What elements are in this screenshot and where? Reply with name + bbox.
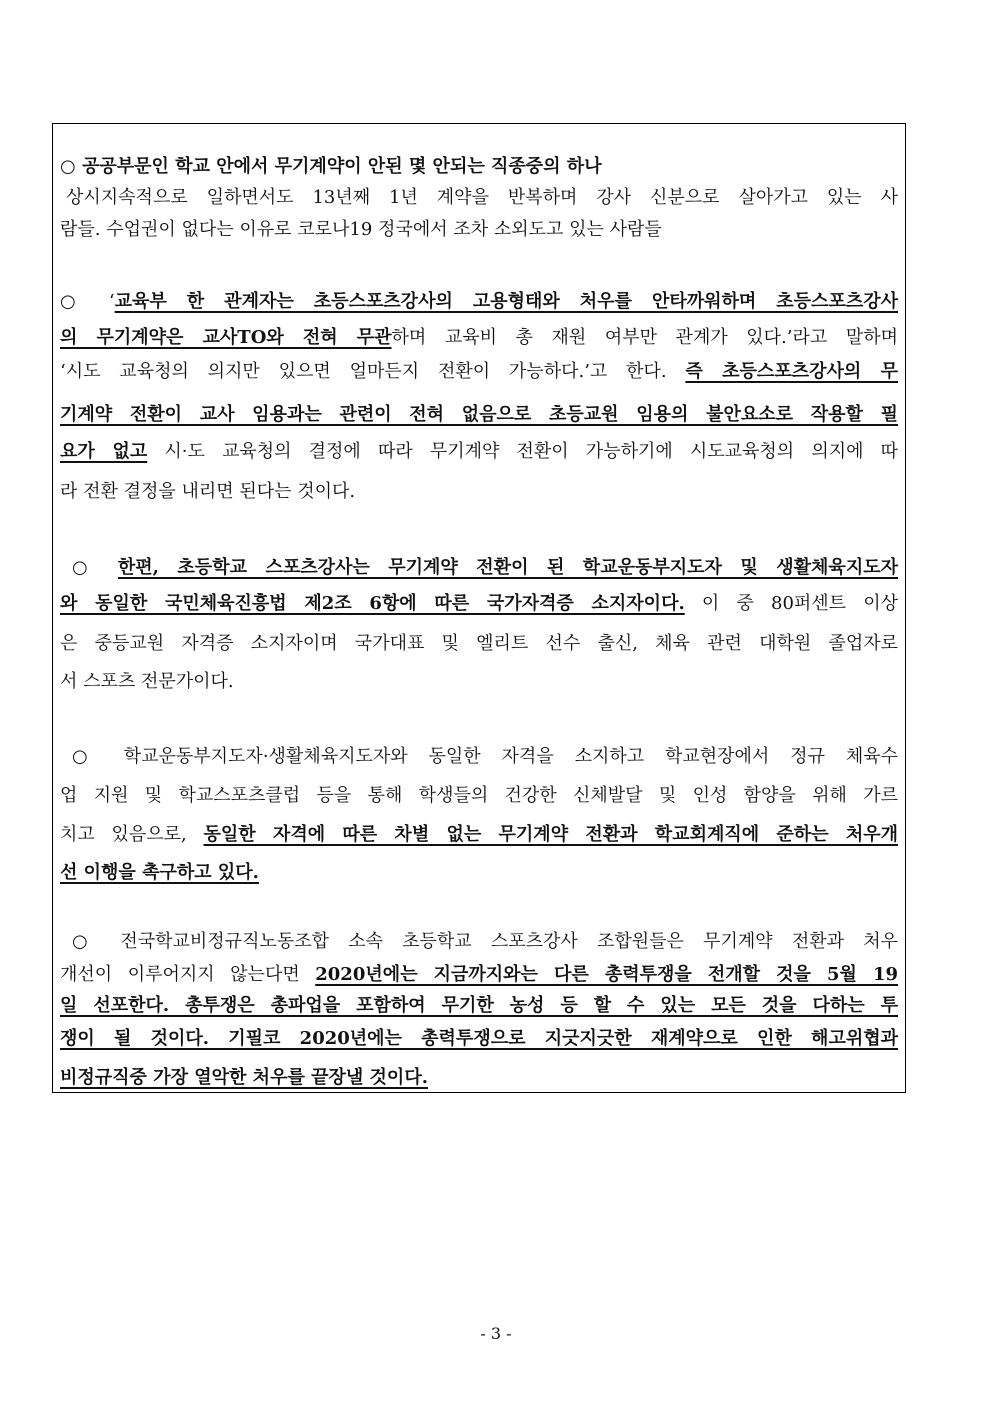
body-text: ○ 학교운동부지도자·생활체육지도자와 동일한 자격을 소지하고 학교현장에서 정규 체육수 [72,746,898,767]
paragraph-2-line [60,481,898,503]
body-text: 이 중 80퍼센트 이상 [684,593,898,614]
body-text: ○ 전국학교비정규직노동조합 소속 초등학교 스포츠강사 조합원들은 무기계약 전환과 처우 [72,931,898,952]
body-text: 업 지원 및 학교스포츠클럽 등을 통해 학생들의 건강한 신체발달 및 인성 함양을 위해 가르 [60,785,898,806]
emphasized-text: 교육부 한 관계자는 초등스포츠강사의 고용형태와 처우를 안타까워하며 초등스포츠강사 [114,291,898,312]
body-text: ○ 공공부문인 학교 안에서 무기계약이 안된 몇 안되는 직종중의 하나 [60,156,602,177]
emphasized-text: 의 무기계약은 교사TO와 전혀 무관 [60,327,392,348]
emphasized-text: 2020년에는 지금까지와는 다른 총력투쟁을 전개할 것을 5월 19 [315,964,898,985]
emphasized-text: 기계약 전환이 교사 임용과는 관련이 전혀 없음으로 초등교원 임용의 불안요소로 작용할 필 [60,404,898,425]
paragraph-4-line [60,785,898,807]
emphasized-text: 요가 없고 [60,441,148,462]
paragraph-3-line [60,633,898,655]
emphasized-text: 즉 초등스포츠강사의 무 [685,361,898,382]
paragraph-4-line [60,862,898,884]
emphasized-text: 쟁이 될 것이다. 기필코 2020년에는 총력투쟁으로 지긋지긋한 재계약으로 인한 해고위협과 [60,1028,898,1049]
paragraph-1-line [60,219,898,241]
body-text: 상시지속적으로 일하면서도 13년째 1년 계약을 반복하며 강사 신분으로 살아가고 있는 사 [66,187,898,208]
paragraph-2-line [60,361,898,383]
body-text: 치고 있음으로, [60,824,204,845]
emphasized-text: 한편, 초등학교 스포츠강사는 무기계약 전환이 된 학교운동부지도자 및 생활체육지도자 [117,557,898,578]
emphasized-text: 선 이행을 촉구하고 있다. [60,862,259,883]
paragraph-2-line [60,441,898,463]
paragraph-3-line [60,557,898,579]
body-text: 시·도 교육청의 결정에 따라 무기계약 전환이 가능하기에 시도교육청의 의지에 따 [147,441,898,462]
emphasized-text: 와 동일한 국민체육진흥법 제2조 6항에 따른 국가자격증 소지자이다. [60,593,685,614]
page-number: - 3 - [480,1324,512,1343]
body-text: ‘시도 교육청의 의지만 있으면 얼마든지 전환이 가능하다.’고 한다. [60,361,686,382]
paragraph-1-line [60,156,898,178]
body-text: 개선이 이루어지지 않는다면 [60,964,316,985]
body-text: ○ [72,557,118,578]
paragraph-1-line [60,187,898,209]
emphasized-text: 일 선포한다. 총투쟁은 총파업을 포함하여 무기한 농성 등 할 수 있는 모든 것을 다하는 투 [60,995,898,1016]
paragraph-3-line [60,671,898,693]
paragraph-2-line [60,291,898,313]
paragraph-2-line [60,404,898,426]
paragraph-4-line [60,824,898,846]
body-text: 하며 교육비 총 재원 여부만 관계가 있다.’라고 말하며 [391,327,898,348]
paragraph-5-line [60,964,898,986]
body-text: 서 스포츠 전문가이다. [60,671,234,692]
paragraph-5-line [60,995,898,1017]
emphasized-text: 동일한 자격에 따른 차별 없는 무기계약 전환과 학교회계직에 준하는 처우개 [203,824,898,845]
body-text: 라 전환 결정을 내리면 된다는 것이다. [60,481,356,502]
paragraph-3-line [60,593,898,615]
paragraph-5-line [60,1028,898,1050]
body-text: 람들. 수업권이 없다는 이유로 코로나19 정국에서 조차 소외도고 있는 사람들 [60,219,662,240]
emphasized-text: 비정규직중 가장 열악한 처우를 끝장낼 것이다. [60,1067,428,1088]
body-text: ○ ‘ [60,291,115,312]
paragraph-5-line [60,931,898,953]
paragraph-2-line [60,327,898,349]
paragraph-4-line [60,746,898,768]
body-text: 은 중등교원 자격증 소지자이며 국가대표 및 엘리트 선수 출신, 체육 관련 대학원 졸업자로 [60,633,898,654]
paragraph-5-line [60,1067,898,1089]
